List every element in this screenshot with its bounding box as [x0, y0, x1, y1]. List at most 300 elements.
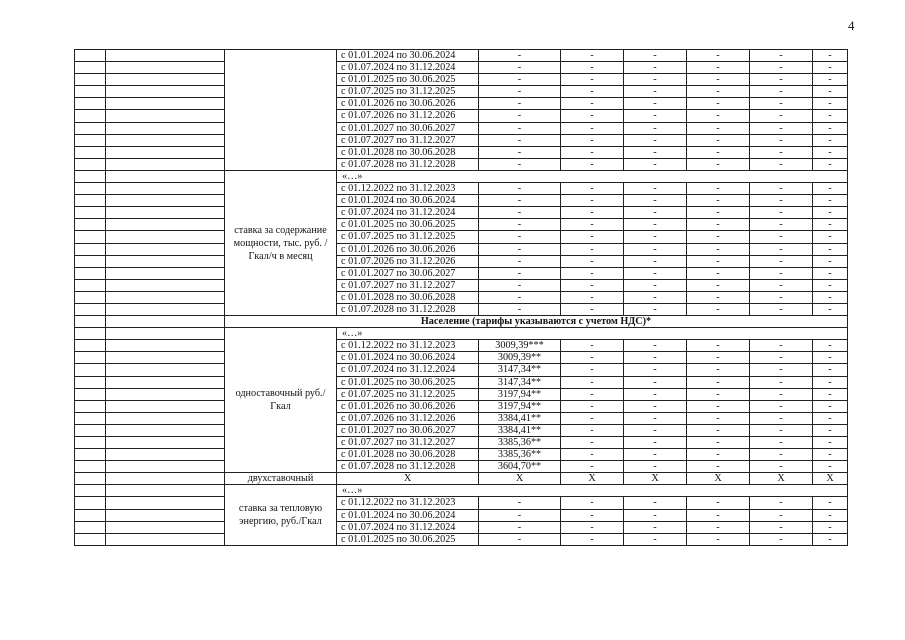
value-cell: - — [750, 497, 813, 509]
value-cell: - — [624, 183, 687, 195]
row-number-cell — [75, 62, 106, 74]
value-cell: - — [813, 303, 848, 315]
value-cell: - — [479, 110, 561, 122]
value-cell: - — [750, 110, 813, 122]
value-cell: - — [624, 291, 687, 303]
value-cell: - — [561, 533, 624, 545]
value-cell: 3197,94** — [479, 388, 561, 400]
value-cell: - — [624, 158, 687, 170]
value-cell: - — [624, 412, 687, 424]
value-cell: - — [687, 243, 750, 255]
organization-cell — [106, 340, 225, 352]
value-cell: - — [624, 400, 687, 412]
organization-cell — [106, 376, 225, 388]
value-cell: - — [687, 50, 750, 62]
row-number-cell — [75, 110, 106, 122]
value-cell: - — [687, 207, 750, 219]
table-row — [75, 376, 848, 388]
value-cell: - — [479, 219, 561, 231]
row-number-cell — [75, 170, 106, 182]
value-cell: - — [624, 364, 687, 376]
table-row — [75, 461, 848, 473]
value-cell: - — [561, 122, 624, 134]
value-cell: - — [813, 437, 848, 449]
row-number-cell — [75, 243, 106, 255]
value-cell: - — [624, 340, 687, 352]
table-row — [75, 183, 848, 195]
value-cell: - — [750, 412, 813, 424]
page-number: 4 — [848, 18, 855, 33]
period-cell: с 01.01.2024 по 30.06.2024 — [337, 509, 479, 521]
organization-cell — [106, 497, 225, 509]
value-cell: 3197,94** — [479, 400, 561, 412]
table-row — [75, 195, 848, 207]
row-number-cell — [75, 412, 106, 424]
value-cell: - — [687, 376, 750, 388]
table-row — [75, 170, 848, 182]
value-cell: - — [750, 533, 813, 545]
value-cell: - — [561, 291, 624, 303]
organization-cell — [106, 316, 225, 328]
period-cell: с 01.01.2025 по 30.06.2025 — [337, 376, 479, 388]
value-cell: - — [813, 231, 848, 243]
value-cell: - — [687, 521, 750, 533]
value-cell: - — [624, 122, 687, 134]
period-cell: с 01.07.2028 по 31.12.2028 — [337, 303, 479, 315]
value-cell: - — [687, 340, 750, 352]
value-cell: - — [813, 509, 848, 521]
period-cell: с 01.12.2022 по 31.12.2023 — [337, 183, 479, 195]
period-cell: с 01.01.2028 по 30.06.2028 — [337, 146, 479, 158]
period-cell: с 01.12.2022 по 31.12.2023 — [337, 497, 479, 509]
organization-cell — [106, 170, 225, 182]
period-cell: с 01.01.2028 по 30.06.2028 — [337, 291, 479, 303]
value-cell: - — [624, 424, 687, 436]
value-cell: - — [687, 158, 750, 170]
organization-cell — [106, 98, 225, 110]
value-cell: - — [479, 86, 561, 98]
value-cell: - — [624, 497, 687, 509]
value-cell: - — [561, 449, 624, 461]
value-cell: - — [561, 267, 624, 279]
value-cell: - — [687, 122, 750, 134]
value-cell: - — [479, 98, 561, 110]
value-cell: - — [687, 110, 750, 122]
value-cell: - — [687, 231, 750, 243]
organization-cell — [106, 279, 225, 291]
row-number-cell — [75, 207, 106, 219]
value-cell: - — [813, 74, 848, 86]
table-row — [75, 86, 848, 98]
value-cell: - — [813, 110, 848, 122]
value-cell: - — [561, 255, 624, 267]
tariff-table — [74, 49, 848, 546]
row-number-cell — [75, 364, 106, 376]
organization-cell — [106, 158, 225, 170]
value-cell: - — [561, 461, 624, 473]
organization-cell — [106, 509, 225, 521]
value-cell: - — [813, 243, 848, 255]
value-cell: - — [479, 521, 561, 533]
row-number-cell — [75, 437, 106, 449]
value-cell: - — [813, 134, 848, 146]
row-number-cell — [75, 98, 106, 110]
value-cell: - — [687, 424, 750, 436]
value-cell: - — [813, 146, 848, 158]
period-cell: с 01.01.2025 по 30.06.2025 — [337, 74, 479, 86]
row-number-cell — [75, 231, 106, 243]
value-cell: 3385,36** — [479, 437, 561, 449]
value-cell: - — [479, 279, 561, 291]
value-cell: - — [750, 400, 813, 412]
value-cell: - — [624, 134, 687, 146]
value-cell: - — [750, 424, 813, 436]
value-cell: - — [687, 352, 750, 364]
period-cell: с 01.07.2025 по 31.12.2025 — [337, 388, 479, 400]
row-number-cell — [75, 521, 106, 533]
organization-cell — [106, 424, 225, 436]
value-cell: - — [624, 449, 687, 461]
value-cell: - — [561, 352, 624, 364]
value-cell: Х — [750, 473, 813, 485]
value-cell: - — [624, 352, 687, 364]
table-row — [75, 219, 848, 231]
value-cell: - — [750, 50, 813, 62]
two-part-row — [75, 473, 848, 485]
value-cell: - — [687, 400, 750, 412]
value-cell: - — [813, 424, 848, 436]
organization-cell — [106, 437, 225, 449]
value-cell: - — [561, 134, 624, 146]
period-cell: с 01.01.2025 по 30.06.2025 — [337, 219, 479, 231]
row-number-cell — [75, 158, 106, 170]
value-cell: - — [624, 267, 687, 279]
value-cell: - — [479, 74, 561, 86]
value-cell: - — [687, 303, 750, 315]
row-number-cell — [75, 219, 106, 231]
row-number-cell — [75, 303, 106, 315]
value-cell: - — [687, 267, 750, 279]
table-row — [75, 74, 848, 86]
value-cell: - — [624, 509, 687, 521]
period-cell: с 01.01.2024 по 30.06.2024 — [337, 195, 479, 207]
value-cell: - — [750, 461, 813, 473]
value-cell: - — [479, 146, 561, 158]
row-number-cell — [75, 461, 106, 473]
value-cell: - — [750, 219, 813, 231]
table-row — [75, 364, 848, 376]
value-cell: - — [561, 340, 624, 352]
value-cell: - — [750, 437, 813, 449]
row-number-cell — [75, 183, 106, 195]
row-number-cell — [75, 340, 106, 352]
value-cell: - — [687, 62, 750, 74]
value-cell: - — [750, 255, 813, 267]
value-cell: - — [750, 376, 813, 388]
period-cell: с 01.07.2026 по 31.12.2026 — [337, 255, 479, 267]
table-row — [75, 279, 848, 291]
value-cell: 3009,39*** — [479, 340, 561, 352]
value-cell: - — [813, 158, 848, 170]
table-row — [75, 485, 848, 497]
value-cell: - — [687, 509, 750, 521]
row-number-cell — [75, 533, 106, 545]
organization-cell — [106, 388, 225, 400]
value-cell: 3147,34** — [479, 364, 561, 376]
value-cell: - — [561, 376, 624, 388]
value-cell: - — [813, 50, 848, 62]
organization-cell — [106, 122, 225, 134]
row-number-cell — [75, 509, 106, 521]
row-number-cell — [75, 485, 106, 497]
value-cell: - — [561, 364, 624, 376]
table-row — [75, 400, 848, 412]
period-cell: с 01.12.2022 по 31.12.2023 — [337, 340, 479, 352]
row-number-cell — [75, 50, 106, 62]
table-row — [75, 291, 848, 303]
table-row — [75, 255, 848, 267]
value-cell: - — [624, 279, 687, 291]
value-cell: - — [687, 291, 750, 303]
organization-cell — [106, 400, 225, 412]
period-cell: с 01.01.2024 по 30.06.2024 — [337, 352, 479, 364]
value-cell: - — [687, 183, 750, 195]
value-cell: - — [813, 449, 848, 461]
value-cell: - — [479, 303, 561, 315]
value-cell: - — [624, 437, 687, 449]
value-cell: - — [624, 50, 687, 62]
rate-type-cell: ставка за тепловую энергию, руб./Гкал — [225, 485, 337, 545]
row-number-cell — [75, 449, 106, 461]
row-number-cell — [75, 497, 106, 509]
value-cell: - — [750, 449, 813, 461]
value-cell: - — [813, 533, 848, 545]
organization-cell — [106, 449, 225, 461]
value-cell: - — [750, 207, 813, 219]
table-row — [75, 437, 848, 449]
row-number-cell — [75, 376, 106, 388]
value-cell: - — [561, 183, 624, 195]
rate-type-cell: ставка за содержание мощности, тыс. руб. /Гкал/ч в месяц — [225, 170, 337, 315]
value-cell: - — [687, 74, 750, 86]
value-cell: - — [624, 86, 687, 98]
value-cell: - — [624, 207, 687, 219]
value-cell: - — [750, 340, 813, 352]
table-row — [75, 352, 848, 364]
value-cell: - — [624, 62, 687, 74]
organization-cell — [106, 86, 225, 98]
table-row — [75, 497, 848, 509]
value-cell: - — [687, 279, 750, 291]
value-cell: - — [813, 267, 848, 279]
period-cell: с 01.07.2028 по 31.12.2028 — [337, 158, 479, 170]
value-cell: - — [687, 364, 750, 376]
value-cell: - — [750, 86, 813, 98]
period-cell: с 01.07.2025 по 31.12.2025 — [337, 231, 479, 243]
table-row — [75, 207, 848, 219]
table-row — [75, 98, 848, 110]
table-row — [75, 303, 848, 315]
value-cell: - — [750, 74, 813, 86]
table-row — [75, 122, 848, 134]
organization-cell — [106, 134, 225, 146]
value-cell: - — [687, 146, 750, 158]
ellipsis-cell: «…» — [337, 485, 848, 497]
row-number-cell — [75, 74, 106, 86]
value-cell: - — [561, 158, 624, 170]
value-cell: - — [479, 291, 561, 303]
value-cell: - — [750, 303, 813, 315]
rate-type-cell: одноставочный руб./Гкал — [225, 328, 337, 473]
value-cell: - — [624, 195, 687, 207]
value-cell: - — [479, 122, 561, 134]
value-cell: Х — [561, 473, 624, 485]
organization-cell — [106, 231, 225, 243]
row-number-cell — [75, 328, 106, 340]
value-cell: - — [561, 279, 624, 291]
value-cell: - — [813, 388, 848, 400]
value-cell: - — [813, 255, 848, 267]
value-cell: - — [561, 243, 624, 255]
section-header-row — [75, 316, 848, 328]
value-cell: - — [624, 243, 687, 255]
value-cell: - — [813, 207, 848, 219]
value-cell: - — [750, 122, 813, 134]
value-cell: - — [624, 388, 687, 400]
value-cell: - — [479, 50, 561, 62]
value-cell: - — [624, 219, 687, 231]
value-cell: - — [750, 146, 813, 158]
organization-cell — [106, 303, 225, 315]
value-cell: - — [479, 207, 561, 219]
organization-cell — [106, 533, 225, 545]
value-cell: - — [750, 267, 813, 279]
table-row — [75, 533, 848, 545]
organization-cell — [106, 328, 225, 340]
value-cell: - — [561, 437, 624, 449]
value-cell: - — [750, 183, 813, 195]
value-cell: - — [687, 134, 750, 146]
organization-cell — [106, 291, 225, 303]
row-number-cell — [75, 316, 106, 328]
table-row — [75, 231, 848, 243]
row-number-cell — [75, 255, 106, 267]
table-row — [75, 521, 848, 533]
value-cell: - — [813, 412, 848, 424]
value-cell: 3147,34** — [479, 376, 561, 388]
organization-cell — [106, 243, 225, 255]
table-row — [75, 388, 848, 400]
value-cell: - — [813, 62, 848, 74]
organization-cell — [106, 521, 225, 533]
value-cell: - — [687, 98, 750, 110]
value-cell: - — [624, 110, 687, 122]
value-cell: - — [687, 461, 750, 473]
value-cell: Х — [624, 473, 687, 485]
period-cell: с 01.07.2026 по 31.12.2026 — [337, 110, 479, 122]
value-cell: - — [561, 303, 624, 315]
value-cell: - — [687, 86, 750, 98]
value-cell: - — [750, 521, 813, 533]
period-cell: с 01.01.2025 по 30.06.2025 — [337, 533, 479, 545]
value-cell: - — [813, 195, 848, 207]
value-cell: - — [813, 219, 848, 231]
value-cell: - — [479, 195, 561, 207]
value-cell: - — [813, 183, 848, 195]
period-cell: с 01.07.2024 по 31.12.2024 — [337, 521, 479, 533]
value-cell: - — [624, 461, 687, 473]
value-cell: - — [561, 231, 624, 243]
value-cell: 3385,36** — [479, 449, 561, 461]
value-cell: - — [561, 388, 624, 400]
value-cell: - — [750, 231, 813, 243]
ellipsis-cell: «…» — [337, 328, 848, 340]
value-cell: - — [813, 98, 848, 110]
value-cell: - — [750, 62, 813, 74]
table-row — [75, 449, 848, 461]
row-number-cell — [75, 122, 106, 134]
value-cell: - — [813, 461, 848, 473]
value-cell: - — [561, 509, 624, 521]
row-number-cell — [75, 424, 106, 436]
value-cell: - — [479, 255, 561, 267]
organization-cell — [106, 146, 225, 158]
row-number-cell — [75, 86, 106, 98]
organization-cell — [106, 195, 225, 207]
value-cell: - — [687, 195, 750, 207]
organization-cell — [106, 74, 225, 86]
value-cell: - — [479, 243, 561, 255]
row-number-cell — [75, 400, 106, 412]
organization-cell — [106, 207, 225, 219]
organization-cell — [106, 364, 225, 376]
organization-cell — [106, 473, 225, 485]
value-cell: - — [750, 388, 813, 400]
period-cell: с 01.01.2027 по 30.06.2027 — [337, 424, 479, 436]
period-cell: с 01.01.2027 по 30.06.2027 — [337, 267, 479, 279]
period-cell: с 01.07.2024 по 31.12.2024 — [337, 62, 479, 74]
value-cell: - — [561, 50, 624, 62]
table-row — [75, 424, 848, 436]
value-cell: - — [750, 158, 813, 170]
row-number-cell — [75, 279, 106, 291]
value-cell: - — [687, 497, 750, 509]
value-cell: - — [750, 352, 813, 364]
rate-type-cell — [225, 50, 337, 171]
row-number-cell — [75, 291, 106, 303]
value-cell: - — [479, 183, 561, 195]
value-cell: 3009,39** — [479, 352, 561, 364]
value-cell: - — [750, 509, 813, 521]
value-cell: Х — [687, 473, 750, 485]
organization-cell — [106, 267, 225, 279]
table-row — [75, 243, 848, 255]
value-cell: - — [813, 291, 848, 303]
value-cell: - — [624, 231, 687, 243]
organization-cell — [106, 255, 225, 267]
organization-cell — [106, 62, 225, 74]
value-cell: - — [479, 158, 561, 170]
value-cell: 3604,70** — [479, 461, 561, 473]
value-cell: - — [561, 497, 624, 509]
table-row — [75, 146, 848, 158]
row-number-cell — [75, 473, 106, 485]
table-row — [75, 62, 848, 74]
value-cell: - — [624, 255, 687, 267]
organization-cell — [106, 352, 225, 364]
ellipsis-cell: «…» — [337, 170, 848, 182]
value-cell: - — [750, 243, 813, 255]
